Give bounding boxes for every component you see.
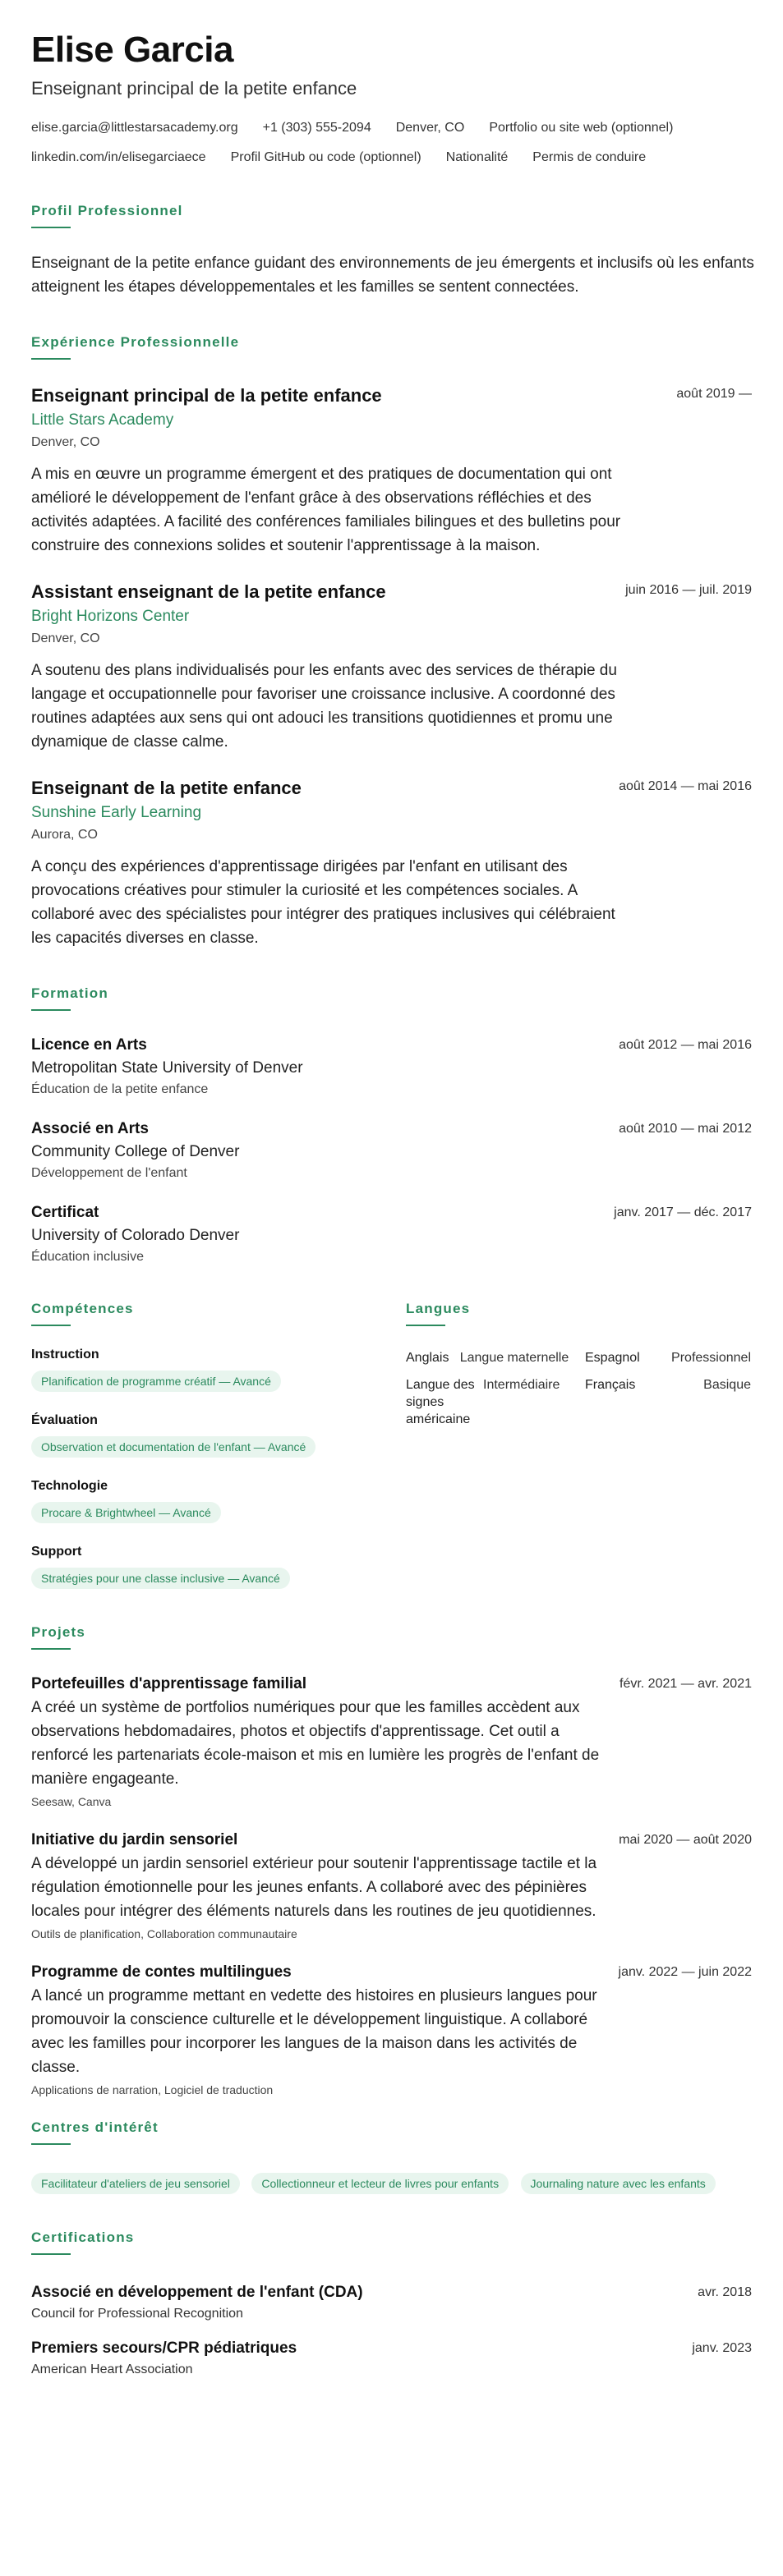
project-tools: Applications de narration, Logiciel de traduction [31,2083,274,2096]
certifications-list [31,2283,752,2378]
interests-section [31,2119,752,2194]
experience-section [31,333,752,950]
contact-linkedin[interactable]: linkedin.com/in/elisegarciaece [31,150,206,164]
education-item [31,1119,752,1182]
education-school: Metropolitan State University of Denver [31,1059,303,1077]
section-title: Centres d'intérêt [31,2119,159,2135]
project-tools: Seesaw, Canva [31,1795,112,1808]
skill-group [31,1412,406,1458]
skill-chip: Observation et documentation de l'enfant — Avancé [31,1436,316,1458]
language-level: Intermédiaire [483,1378,560,1392]
job-location: Denver, CO [31,631,100,645]
interest-chip: Collectionneur et lecteur de livres pour enfants [251,2173,509,2194]
certification-date: janv. 2023 [692,2341,752,2355]
skills-languages-row [31,1300,752,1589]
project-date: mai 2020 — août 2020 [619,1833,752,1847]
certification-item [31,2339,752,2378]
section-divider [31,1325,71,1326]
summary-section [31,202,752,299]
education-date: janv. 2017 — déc. 2017 [614,1205,752,1219]
contact-nationality: Nationalité [445,150,509,164]
contact-phone[interactable]: +1 (303) 555-2094 [262,121,371,135]
experience-item [31,581,752,754]
skill-group [31,1477,406,1523]
language-name: Français [585,1378,636,1392]
language-level: Professionnel [671,1351,751,1365]
languages-grid [406,1349,751,1428]
section-divider [31,1648,71,1650]
project-title: Portefeuilles d'apprentissage familial [31,1675,307,1692]
skill-category: Support [31,1545,82,1559]
section-title: Profil Professionnel [31,203,183,218]
language-name: Langue des signes américaine [406,1378,475,1426]
certification-issuer: American Heart Association [31,2362,193,2376]
section-title: Langues [406,1301,471,1316]
section-divider [31,2143,71,2145]
skill-group [31,1346,406,1392]
job-date: juin 2016 — juil. 2019 [625,583,752,597]
skill-category: Évaluation [31,1413,98,1427]
language-name: Anglais [406,1351,449,1365]
project-description: A créé un système de portfolios numériques pour que les familles accèdent aux observations hebdomadaires, photos et objectifs d'apprentissage. Cet outil a renforcé les partenariats école-maison et mis en lumière les progrès de l'enfant de manière engageante. [31,1699,600,1788]
job-date: août 2014 — mai 2016 [619,779,752,793]
project-title: Programme de contes multilingues [31,1963,292,1981]
interest-chip: Journaling nature avec les enfants [521,2173,716,2194]
skill-chip: Procare & Brightwheel — Avancé [31,1502,221,1523]
section-divider [31,227,71,228]
skill-category: Instruction [31,1348,99,1361]
job-title: Assistant enseignant de la petite enfance [31,581,386,602]
projects-section [31,1623,752,2097]
language-level: Langue maternelle [459,1351,569,1365]
project-description: A lancé un programme mettant en vedette des histoires en plusieurs langues pour promouvoir la conscience culturelle et le développement linguistique. A collaboré avec les familles pour incorporer les langues de la maison dans les activités de classe. [31,1987,597,2076]
experience-list [31,384,752,950]
contact-github[interactable]: Profil GitHub ou code (optionnel) [230,150,421,164]
job-description: A mis en œuvre un programme émergent et des pratiques de documentation qui ont amélioré le développement de l'enfant grâce à des observations réfléchies et des activités adaptées. A facilité des conférences familiales bilingues et des bulletins pour construire des connexions solides et soutenir l'apprentissage à la maison. [31,466,621,554]
education-degree: Associé en Arts [31,1120,149,1137]
contact-portfolio[interactable]: Portfolio ou site web (optionnel) [489,121,674,135]
education-degree: Certificat [31,1204,99,1221]
section-divider [31,358,71,360]
job-location: Aurora, CO [31,828,98,842]
contact-email[interactable]: elise.garcia@littlestarsacademy.org [31,121,238,135]
education-date: août 2012 — mai 2016 [619,1038,752,1052]
language-name: Espagnol [585,1351,640,1365]
job-company: Little Stars Academy [31,411,174,429]
project-date: janv. 2022 — juin 2022 [618,1965,752,1979]
candidate-name: Elise Garcia [31,30,233,70]
resume-header [31,30,752,168]
skill-chip: Stratégies pour une classe inclusive — Avancé [31,1568,290,1589]
language-item [406,1349,585,1366]
section-title: Formation [31,985,108,1001]
candidate-headline: Enseignant principal de la petite enfance [31,78,357,99]
section-divider [31,1009,71,1011]
interest-chip-list [31,2165,754,2194]
education-field: Éducation inclusive [31,1250,144,1264]
certification-issuer: Council for Professional Recognition [31,2307,243,2321]
interest-chip: Facilitateur d'ateliers de jeu sensoriel [31,2173,240,2194]
contact-location: Denver, CO [395,121,465,135]
section-divider [31,2253,71,2255]
education-field: Développement de l'enfant [31,1166,187,1180]
experience-item [31,777,752,950]
certification-date: avr. 2018 [698,2285,752,2299]
project-item [31,1963,752,2097]
skill-chip: Planification de programme créatif — Avancé [31,1371,281,1392]
section-title: Compétences [31,1301,134,1316]
job-title: Enseignant principal de la petite enfance [31,385,382,406]
skill-group [31,1543,406,1589]
project-title: Initiative du jardin sensoriel [31,1831,238,1848]
section-title: Expérience Professionnelle [31,334,240,350]
education-item [31,1203,752,1265]
education-list [31,1035,752,1265]
language-item [585,1349,751,1366]
education-section [31,985,752,1265]
language-item [406,1376,585,1428]
contact-driving-license: Permis de conduire [532,150,647,164]
skill-category: Technologie [31,1479,108,1493]
education-field: Éducation de la petite enfance [31,1082,209,1096]
languages-section [406,1300,751,1589]
job-description: A conçu des expériences d'apprentissage dirigées par l'enfant en utilisant des provocations créatives pour stimuler la curiosité et les compétences sociales. A collaboré avec des spécialistes pour intégrer des pratiques inclusives qui célébraient les capacités diverses en classe. [31,858,615,947]
certification-name: Associé en développement de l'enfant (CDA) [31,2284,363,2301]
language-level: Basique [703,1378,751,1392]
education-date: août 2010 — mai 2012 [619,1122,752,1136]
projects-list [31,1674,752,2097]
job-description: A soutenu des plans individualisés pour les enfants avec des services de thérapie du langage et occupationnelle pour favoriser une croissance inclusive. A coordonné des routines adaptées aux sens qui ont adouci les transitions quotidiennes et promu une dynamique de classe calme. [31,662,617,751]
job-company: Bright Horizons Center [31,608,190,625]
education-degree: Licence en Arts [31,1036,147,1054]
project-item [31,1674,752,1809]
project-date: févr. 2021 — avr. 2021 [619,1677,752,1691]
section-title: Projets [31,1624,86,1640]
summary-text: Enseignant de la petite enfance guidant des environnements de jeu émergents et inclusifs où les enfants atteignent les étapes développementales et les familles se sentent connectées. [31,255,754,296]
project-description: A développé un jardin sensoriel extérieur pour soutenir l'apprentissage tactile et la régulation émotionnelle pour les jeunes enfants. A collaboré avec des pépinières locales pour intégrer des éléments naturels dans les routines de jeu quotidiennes. [31,1855,597,1920]
education-school: University of Colorado Denver [31,1227,240,1244]
education-item [31,1035,752,1098]
project-tools: Outils de planification, Collaboration communautaire [31,1927,297,1940]
experience-item [31,384,752,558]
language-item [585,1376,751,1428]
education-school: Community College of Denver [31,1143,240,1160]
contact-list [31,118,738,168]
job-date: août 2019 — [676,387,752,401]
skills-section [31,1300,406,1589]
job-company: Sunshine Early Learning [31,804,202,821]
section-divider [406,1325,445,1326]
certifications-section [31,2229,752,2378]
project-item [31,1830,752,1941]
certification-item [31,2283,752,2322]
job-location: Denver, CO [31,435,100,449]
section-title: Certifications [31,2229,135,2245]
certification-name: Premiers secours/CPR pédiatriques [31,2340,297,2357]
job-title: Enseignant de la petite enfance [31,778,302,798]
